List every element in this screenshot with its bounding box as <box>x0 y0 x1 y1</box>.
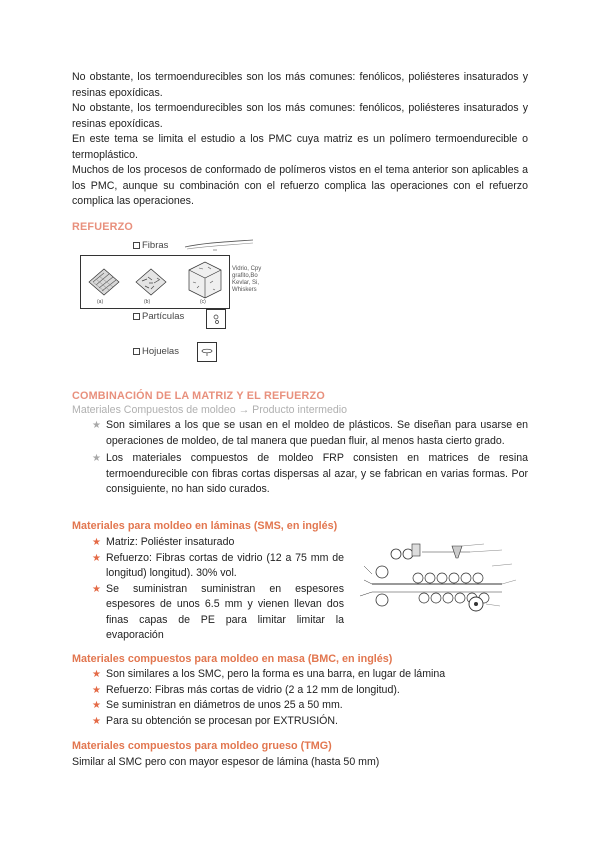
sms-heading: Materiales para moldeo en láminas (SMS, en inglés) <box>72 520 338 532</box>
checkbox-icon <box>133 348 140 355</box>
list-item: ★ Para su obtención se procesan por EXTRUSIÓN. <box>92 714 528 730</box>
hojuelas-label: Hojuelas <box>133 346 179 357</box>
combinacion-heading: COMBINACIÓN DE LA MATRIZ Y EL REFUERZO <box>72 390 325 402</box>
sms-list <box>92 535 344 644</box>
list-item: ★ Se suministran suministran en espesores espesores de unos 6.5 mm y vienen llevan dos finas capas de PE para limitar limitar la evaporación <box>92 582 344 641</box>
refuerzo-figure <box>80 255 230 309</box>
list-item: ★ Matriz: Poliéster insaturado <box>92 535 344 551</box>
refuerzo-heading: REFUERZO <box>72 221 133 233</box>
list-item: ★ Los materiales compuestos de moldeo FRP consisten en matrices de resina termoendurecible con fibras cortas dispersas al azar, y se fabrican en varias formas. Por consiguiente, no han sido curados. <box>92 452 528 495</box>
tile-caption-3: (c) <box>200 299 206 305</box>
list-item: ★ Son similares a los SMC, pero la forma es una barra, en lugar de lámina <box>92 667 528 683</box>
bloque-tile <box>185 258 225 302</box>
list-item: ★ Se suministran en diámetros de unos 25 a 50 mm. <box>92 698 528 714</box>
star-bullet-icon: ★ <box>92 669 101 680</box>
star-bullet-icon: ★ <box>92 715 101 727</box>
tmg-heading: Materiales compuestos para moldeo grueso (TMG) <box>72 740 332 752</box>
intro-paragraph-4: Muchos de los procesos de conformado de polímeros vistos en el tema anterior son aplicables a los PMC, aunque su combinación con el refuerzo complica las operaciones con el refuerzo complica las operaciones. <box>72 164 528 207</box>
star-bullet-icon: ★ <box>92 453 101 464</box>
star-bullet-icon: ★ <box>92 537 101 548</box>
fibras-continuas-tile <box>87 265 121 299</box>
list-item: ★ Refuerzo: Fibras más cortas de vidrio (2 a 12 mm de longitud). <box>92 683 528 699</box>
star-bullet-icon: ★ <box>92 420 101 431</box>
fibras-label: Fibras <box>133 240 168 251</box>
star-bullet-icon: ★ <box>92 684 101 696</box>
list-item: ★ Refuerzo: Fibras cortas de vidrio (12 a 75 mm de longitud) longitud). 30% vol. <box>92 551 344 579</box>
hojuelas-illustration <box>197 342 217 362</box>
sms-process-diagram <box>352 540 528 616</box>
checkbox-icon <box>133 242 140 249</box>
tile-caption-1: (a) <box>97 299 104 305</box>
intro-paragraph-1: No obstante, los termoendurecibles son los más comunes: fenólicos, poliésteres insaturados y resinas epoxídicas. <box>72 71 528 99</box>
bmc-heading: Materiales compuestos para moldeo en masa (BMC, en inglés) <box>72 653 393 665</box>
tile-caption-2: (b) <box>144 299 151 305</box>
particulas-illustration <box>206 309 226 329</box>
intro-paragraph-2: No obstante, los termoendurecibles son los más comunes: fenólicos, poliésteres insaturados y resinas epoxídicas. <box>72 102 528 130</box>
star-bullet-icon: ★ <box>92 583 101 595</box>
list-item: ★ Son similares a los que se usan en el moldeo de plásticos. Se diseñan para usarse en operaciones de moldeo, de tal manera que puedan fluir, al menos hasta cierto grado. <box>92 419 528 447</box>
intro-paragraph-3: En este tema se limita el estudio a los PMC cuya matriz es un polímero termoendurecible o termoplástico. <box>72 133 528 161</box>
star-bullet-icon: ★ <box>92 552 101 564</box>
fibras-illustration <box>183 238 255 252</box>
combinacion-subtitle: Materiales Compuestos de moldeo → Producto intermedio <box>72 404 347 416</box>
refuerzo-note: Vidrio, Cpy grafito,Bo Kevlar, Si, Whiskers <box>232 266 262 293</box>
fibras-cortas-tile <box>134 265 168 299</box>
particulas-label: Partículas <box>133 311 184 322</box>
combinacion-list <box>92 418 528 498</box>
star-bullet-icon: ★ <box>92 700 101 711</box>
tmg-text: Similar al SMC pero con mayor espesor de lámina (hasta 50 mm) <box>72 756 380 768</box>
checkbox-icon <box>133 313 140 320</box>
bmc-list <box>92 667 528 729</box>
